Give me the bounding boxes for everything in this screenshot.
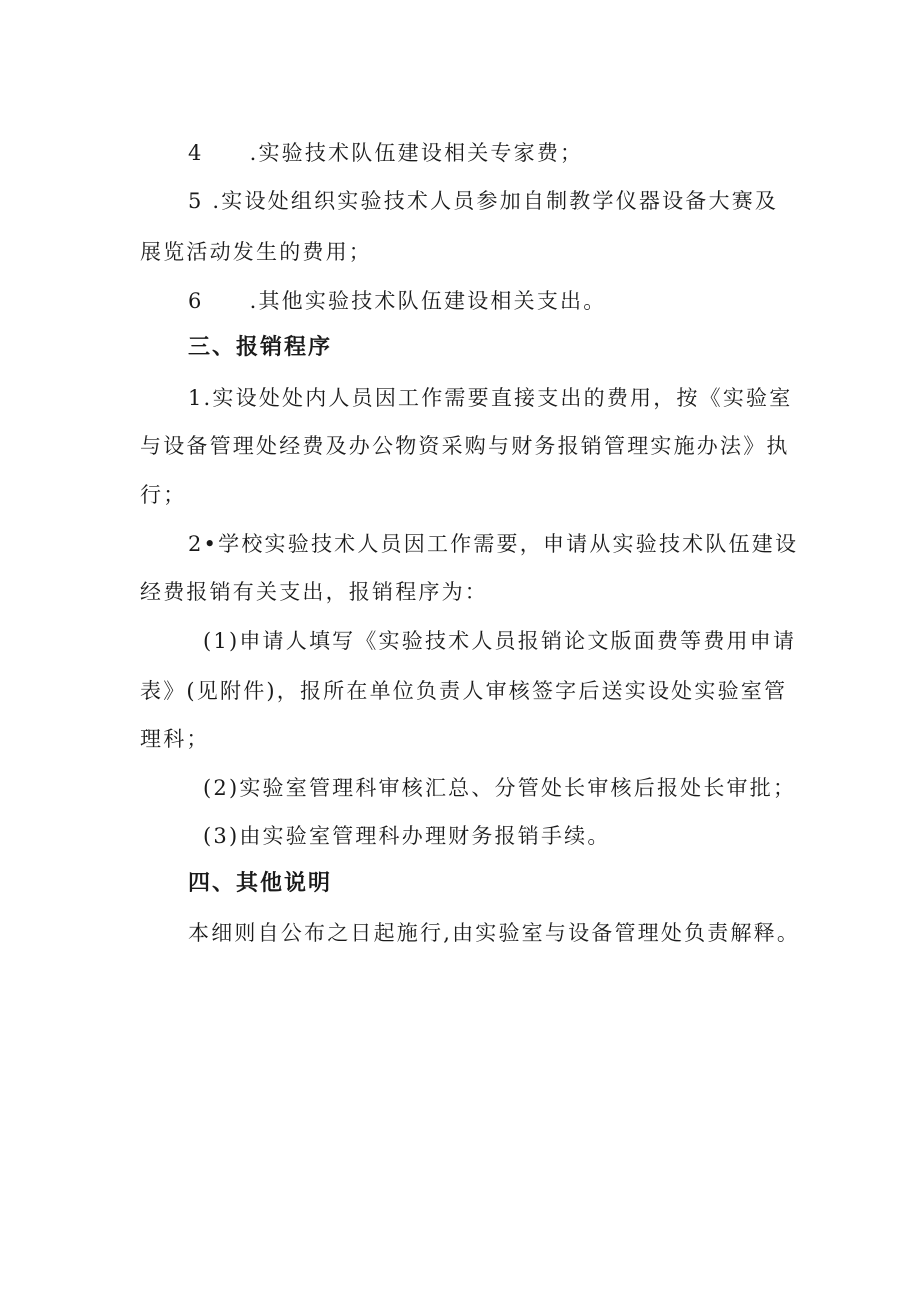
step-1-line1: (1)申请人填写《实验技术人员报销论文版面费等费用申请 [203,629,797,653]
section-3-p1-line3: 行； [140,483,187,507]
item-5-line2: 展览活动发生的费用； [140,240,372,264]
item-4-number: 4 [188,141,204,165]
step-2: (2)实验室管理科审核汇总、分管处长审核后报处长审批； [203,776,797,800]
section-3-p2-line2: 经费报销有关支出，报销程序为： [140,580,488,604]
item-6-text: .其他实验技术队伍建设相关支出。 [249,289,607,313]
item-6 [188,286,606,316]
section-3-p2-line1: 2•学校实验技术人员因工作需要，申请从实验技术队伍建设 [188,532,799,556]
item-6-number: 6 [188,289,204,313]
item-4 [188,138,583,168]
item-4-text: .实验技术队伍建设相关专家费； [249,141,584,165]
step-1-line3: 理科； [140,727,210,751]
section-4-heading: 四、其他说明 [188,871,333,896]
step-3: (3)由实验室管理科办理财务报销手续。 [203,824,611,848]
step-1-line2: 表》(见附件)，报所在单位负责人审核签字后送实设处实验室管 [140,679,788,703]
section-3-p1-line1: 1.实设处处内人员因工作需要直接支出的费用，按《实验室 [188,386,793,410]
section-3-heading: 三、报销程序 [188,335,333,360]
section-3-p1-line2: 与设备管理处经费及办公物资采购与财务报销管理实施办法》执 [140,434,790,458]
item-5-line1: 5 .实设处组织实验技术人员参加自制教学仪器设备大赛及 [188,189,779,213]
section-4-p1: 本细则自公布之日起施行,由实验室与设备管理处负责解释。 [188,921,801,945]
